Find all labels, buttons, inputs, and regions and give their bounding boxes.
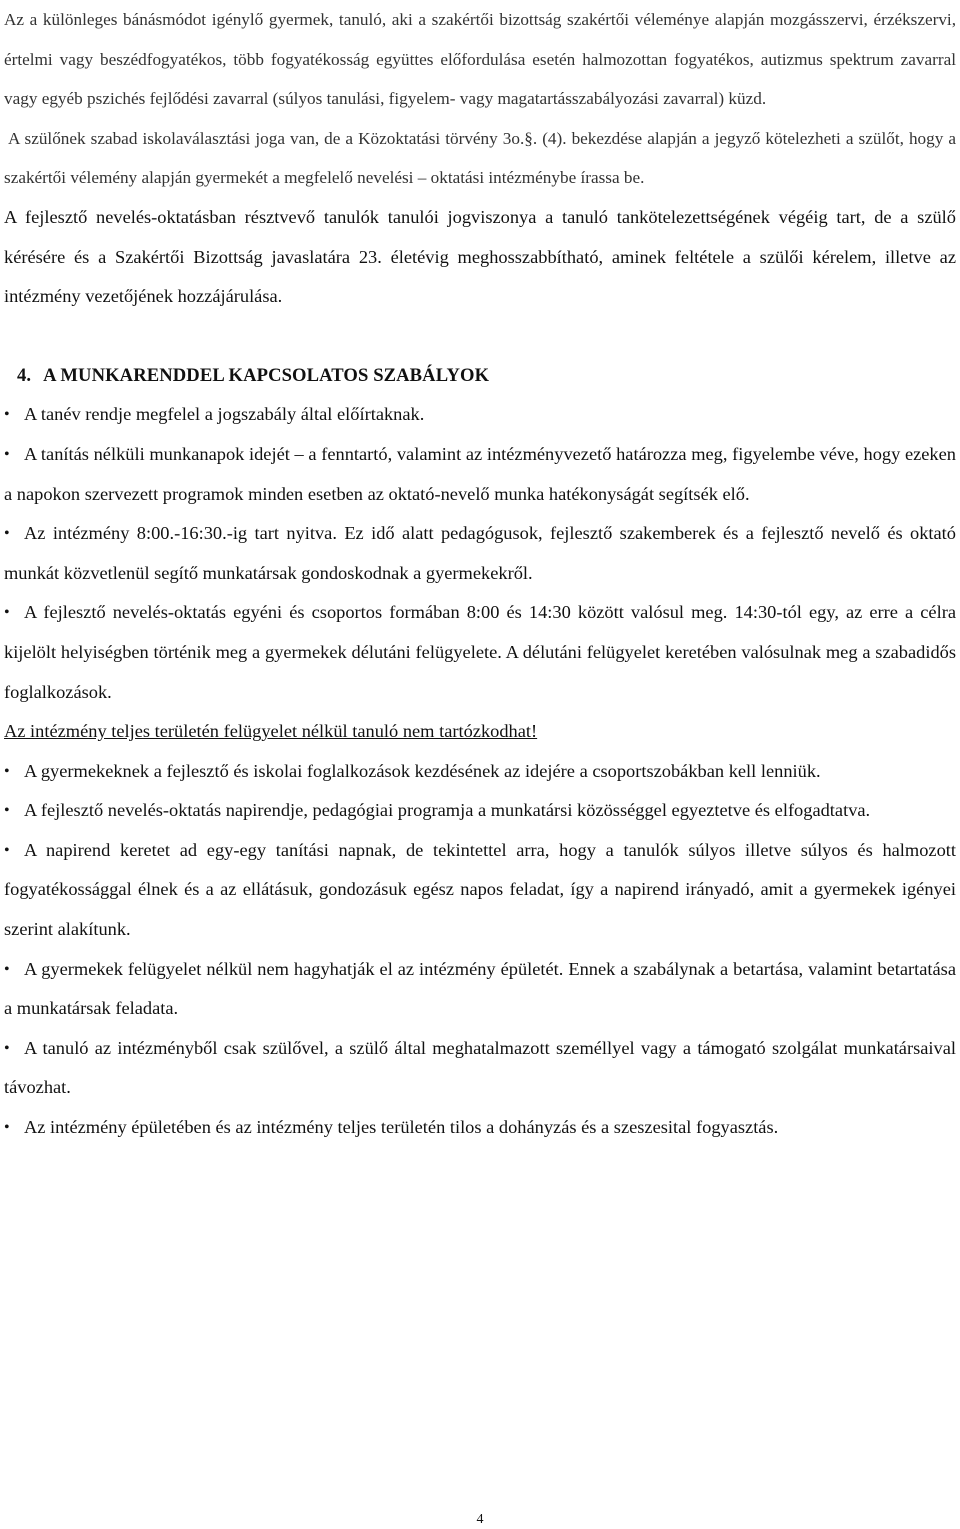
- bullet-icon: •: [4, 1119, 10, 1137]
- bullet-item: [4, 950, 956, 1029]
- bullet-item: [4, 593, 956, 712]
- paragraph-school-choice: A szülőnek szabad iskolaválasztási joga van, de a Közoktatási törvény 3o.§. (4). bekezdése alapján a jegyző kötelezheti a szülőt, hogy a szakértői vélemény alapján gyermekét a megfelelő nevelési – oktatási intézménybe írassa be.: [4, 128, 956, 188]
- bullet-item: [4, 791, 956, 831]
- bullet-icon: •: [4, 604, 10, 622]
- document-page: [4, 0, 956, 1148]
- section-number: 4.: [17, 364, 32, 386]
- bullet-text: A gyermekeknek a fejlesztő és iskolai foglalkozások kezdésének az idejére a csoportszobákban kell lenniük.: [24, 760, 821, 781]
- bullet-icon: •: [4, 445, 10, 463]
- bullet-item: [4, 435, 956, 514]
- bullet-item: [4, 752, 956, 792]
- bullet-text: A fejlesztő nevelés-oktatás egyéni és csoportos formában 8:00 és 14:30 között valósul meg. 14:30-tól egy, az erre a célra kijelölt helyiségben történik meg a gyermekek délutáni felügyelete. A délutáni felügyelet keretében valósulnak meg a szabadidős foglalkozások.: [4, 602, 956, 702]
- bullet-text: A fejlesztő nevelés-oktatás napirendje, pedagógiai programja a munkatársi közösséggel egyeztetve és elfogadtatva.: [24, 800, 871, 821]
- bullet-icon: •: [4, 1039, 10, 1057]
- bullet-item: [4, 831, 956, 950]
- paragraph-student-status: A fejlesztő nevelés-oktatásban résztvevő tanulók tanulói jogviszonya a tanuló tankötelezettségének végéig tart, de a szülő kérésére és a Szakértői Bizottság javaslatára 23. életévig meghosszabbítható, aminek feltétele a szülői kérelem, illetve az intézmény vezetőjének hozzájárulása.: [4, 206, 956, 307]
- bullet-icon: •: [4, 841, 10, 859]
- bullet-text: A napirend keretet ad egy-egy tanítási napnak, de tekintettel arra, hogy a tanulók súlyos illetve súlyos és halmozott fogyatékossággal élnek és a az ellátásuk, gondozásuk egész napos feladat, így a napirend irányadó, amit a gyermekek igényei szerint alakítunk.: [4, 839, 956, 940]
- bullet-text: Az intézmény épületében és az intézmény teljes területén tilos a dohányzás és a szeszesital fogyasztás.: [24, 1117, 779, 1138]
- bullet-icon: •: [4, 762, 10, 780]
- bullet-item: [4, 1029, 956, 1108]
- paragraph-special-needs: Az a különleges bánásmódot igénylő gyermek, tanuló, aki a szakértői bizottság szakértői véleménye alapján mozgásszervi, érzékszervi, értelmi vagy beszédfogyatékos, több fogyatékosság együttes előfordulása esetén halmozottan fogyatékos, autizmus spektrum zavarral vagy egyéb pszichés fejlődési zavarral (súlyos tanulási, figyelem- vagy magatartásszabályozási zavarral) küzd.: [4, 10, 956, 109]
- page-number: 4: [476, 1512, 484, 1527]
- bullet-text: A tanítás nélküli munkanapok idejét – a fenntartó, valamint az intézményvezető határozza meg, figyelembe véve, hogy ezeken a napokon szervezett programok minden esetben az oktató-nevelő munka hatékonyságát segítsék elő.: [4, 443, 956, 504]
- underlined-notice: Az intézmény teljes területén felügyelet nélkül tanuló nem tartózkodhat!: [4, 721, 538, 742]
- section-title: A MUNKARENDDEL KAPCSOLATOS SZABÁLYOK: [43, 364, 490, 386]
- bullet-text: Az intézmény 8:00.-16:30.-ig tart nyitva. Ez idő alatt pedagógusok, fejlesztő szakemberek és a fejlesztő nevelő és oktató munkát közvetlenül segítő munkatársak gondoskodnak a gyermekekről.: [4, 523, 956, 583]
- bullet-icon: •: [4, 406, 10, 424]
- bullet-icon: •: [4, 802, 10, 820]
- section-heading: [4, 356, 956, 396]
- bullet-text: A tanév rendje megfelel a jogszabály által előírtaknak.: [24, 404, 425, 425]
- bullet-icon: •: [4, 960, 10, 978]
- bullet-item: [4, 1108, 956, 1148]
- section-spacer: [4, 317, 956, 356]
- bullet-icon: •: [4, 525, 10, 543]
- bullet-item: [4, 514, 956, 593]
- bullet-text: A tanuló az intézményből csak szülővel, a szülő által meghatalmazott személlyel vagy a támogató szolgálat munkatársaival távozhat.: [4, 1037, 956, 1098]
- bullet-text: A gyermekek felügyelet nélkül nem hagyhatják el az intézmény épületét. Ennek a szabálynak a betartása, valamint betartatása a munkatársak feladata.: [4, 958, 956, 1019]
- bullet-item: [4, 395, 956, 435]
